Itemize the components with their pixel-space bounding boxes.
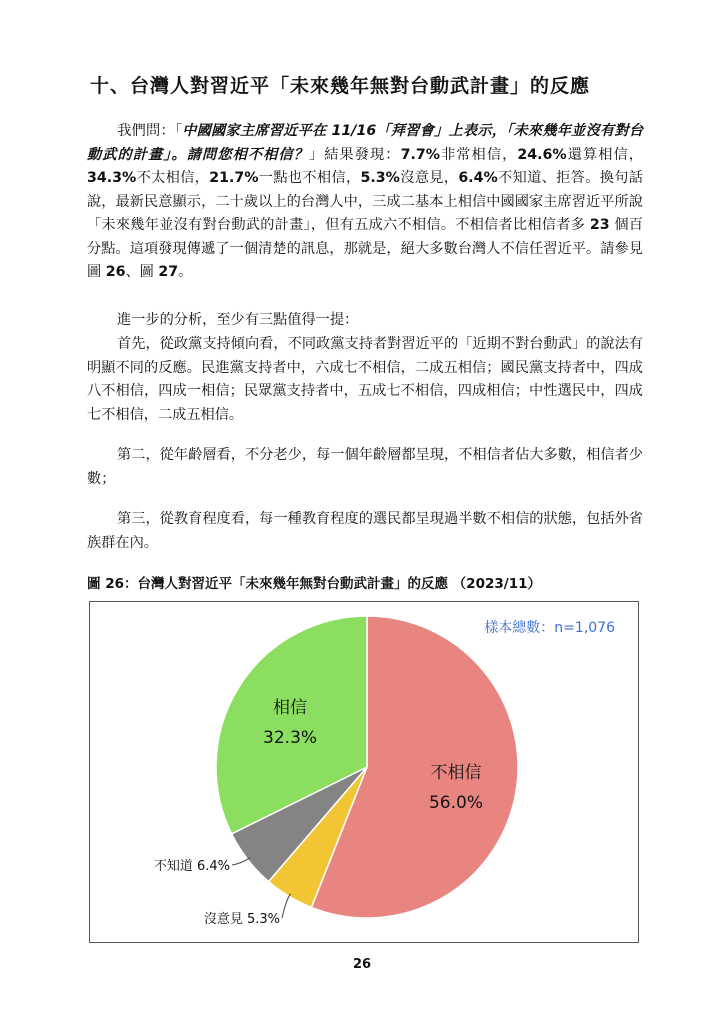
paragraph-5: 第三，從教育程度看，每一種教育程度的選民都呈現過半數不相信的狀態，包括外省族群在內。	[87, 511, 643, 551]
slice-label-3: 相信	[273, 698, 308, 719]
page-number: 26	[352, 957, 372, 972]
slice-value-0: 56.0%	[428, 792, 484, 813]
paragraph-3: 首先，從政黨支持傾向看，不同政黨支持者對習近平的「近期不對台動武」的說法有明顯不同的反應。民進黨支持者中，六成七不相信，二成五相信；國民黨支持者中，四成八不相信，四成一相信；民眾黨支持者中，五成七不相信，四成相信；中性選民中，四成七不相信，二成五相信。	[87, 336, 643, 423]
paragraph-1: 我們問：「中國國家主席習近平在 11/16「拜習會」上表示，「未來幾年並沒有對台動武的計畫」。請問您相不相信？」結果發現：7.7%非常相信，24.6%還算相信，34.3%不太相信，21.7%一點也不相信，5.3%沒意見，6.4%不知道、拒答。換句話說，最新民意顯示，二十歲以上的台灣人中，三成二基本上相信中國國家主席習近平所說「未來幾年並沒有對台動武的計畫」，但有五成六不相信。不相信者比相信者多 23 個百分點。這項發現傳遞了一個清楚的訊息，那就是，絕大多數台灣人不信任習近平。請參見圖 26、圖 27。	[87, 123, 644, 280]
figure-caption: 圖 26：台灣人對習近平「未來幾年無對台動武計畫」的反應 （2023/11）	[87, 576, 541, 592]
paragraph-4: 第二，從年齡層看，不分老少，每一個年齡層都呈現，不相信者佔大多數，相信者少數；	[87, 447, 643, 487]
slice-outside-label-2: 不知道 6.4%	[153, 859, 230, 874]
slice-outside-label-1: 沒意見 5.3%	[203, 912, 280, 927]
pie-chart-frame	[89, 601, 639, 943]
pie-chart	[90, 602, 638, 942]
section-heading: 十、台灣人對習近平「未來幾年無對台動武計畫」的反應	[90, 75, 591, 97]
slice-value-3: 32.3%	[263, 728, 318, 749]
slice-label-0: 不相信	[430, 762, 482, 783]
paragraph-2: 進一步的分析，至少有三點值得一提：	[117, 312, 359, 328]
sample-size-annotation: 樣本總數：n=1,076	[484, 620, 615, 636]
